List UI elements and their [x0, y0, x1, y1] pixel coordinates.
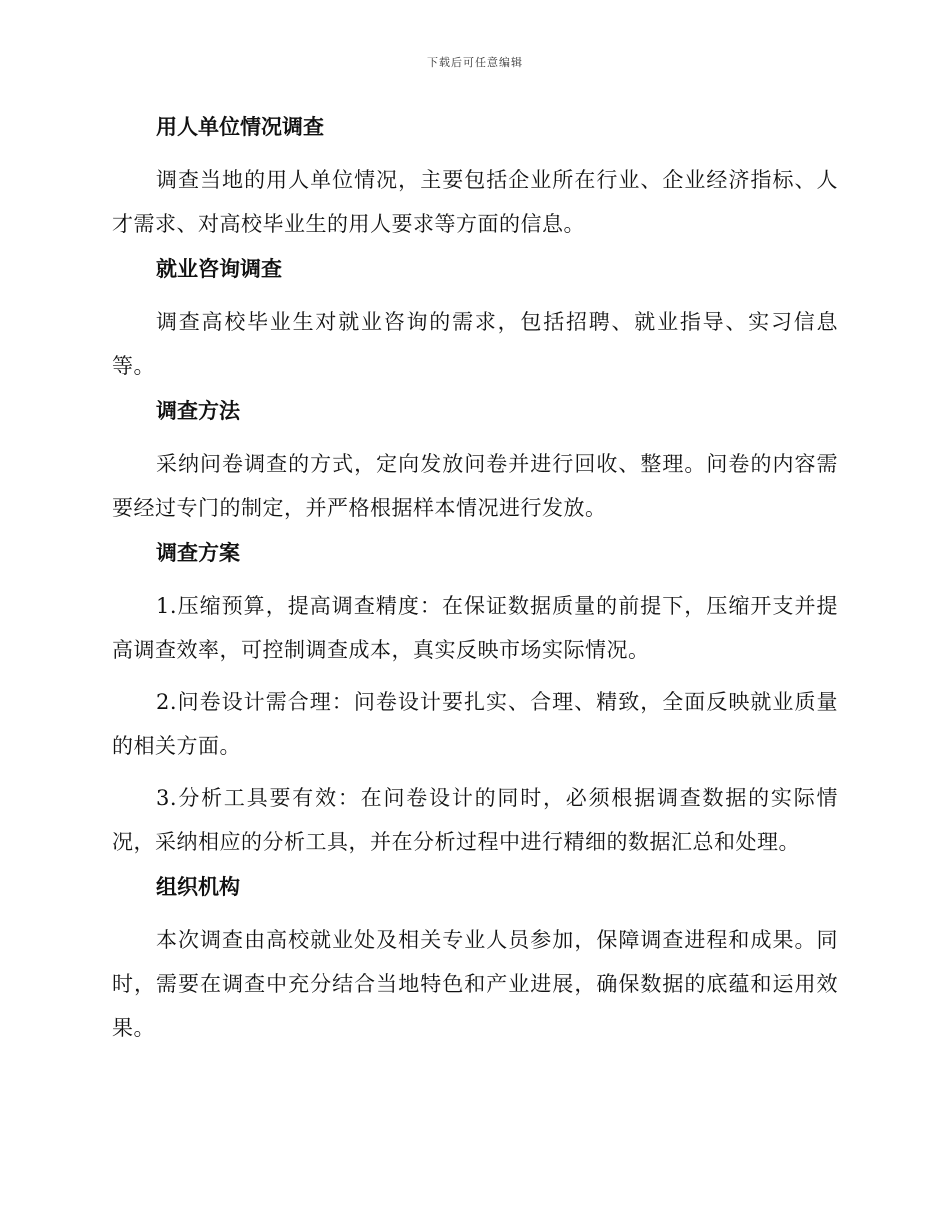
section-survey-plan	[112, 536, 838, 864]
section-heading: 调查方法	[156, 399, 240, 423]
section-heading: 调查方案	[156, 541, 240, 565]
paragraph: 2.问卷设计需合理：问卷设计要扎实、合理、精致，全面反映就业质量的相关方面。	[112, 690, 838, 758]
paragraph: 本次调查由高校就业处及相关专业人员参加，保障调查进程和成果。同时，需要在调查中充分结合当地特色和产业进展，确保数据的底蕴和运用效果。	[112, 928, 838, 1040]
section-career-consulting-survey	[112, 252, 838, 388]
paragraph: 调查高校毕业生对就业咨询的需求，包括招聘、就业指导、实习信息等。	[112, 310, 838, 378]
header-note: 下载后可任意编辑	[427, 56, 523, 69]
paragraph: 1.压缩预算，提高调查精度：在保证数据质量的前提下，压缩开支并提高调查效率，可控制调查成本，真实反映市场实际情况。	[112, 594, 838, 662]
paragraph: 采纳问卷调查的方式，定向发放问卷并进行回收、整理。问卷的内容需要经过专门的制定，并严格根据样本情况进行发放。	[112, 452, 838, 520]
paragraph: 调查当地的用人单位情况，主要包括企业所在行业、企业经济指标、人才需求、对高校毕业生的用人要求等方面的信息。	[112, 168, 838, 236]
section-heading: 就业咨询调查	[156, 257, 282, 281]
section-heading: 组织机构	[156, 875, 240, 899]
section-heading: 用人单位情况调查	[156, 115, 324, 139]
section-organization	[112, 870, 838, 1050]
paragraph: 3.分析工具要有效：在问卷设计的同时，必须根据调查数据的实际情况，采纳相应的分析工具，并在分析过程中进行精细的数据汇总和处理。	[112, 786, 838, 854]
document-body	[112, 110, 838, 1056]
section-survey-method	[112, 394, 838, 530]
section-employer-survey	[112, 110, 838, 246]
